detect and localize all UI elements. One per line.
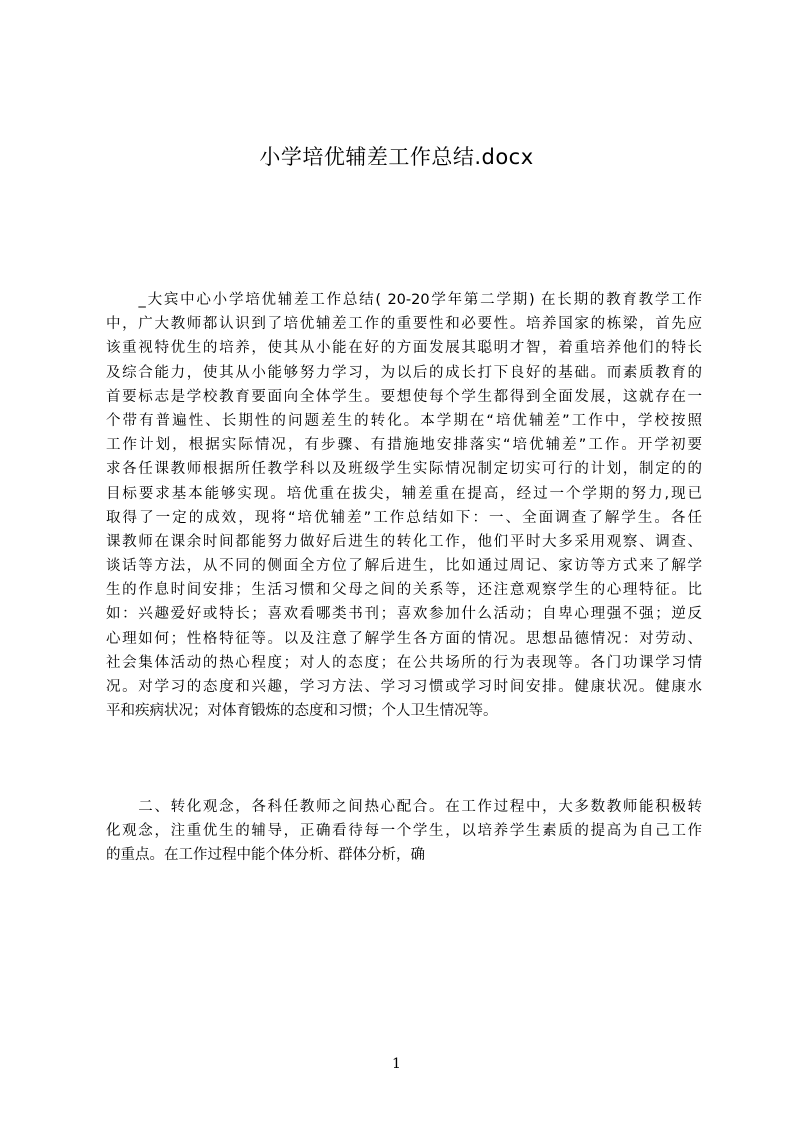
text-line: 谈话等方法，从不同的侧面全方位了解后进生，比如通过周记、家访等方式来了解学 [106,558,702,575]
text-line: 中，广大教师都认识到了培优辅差工作的重要性和必要性。培养国家的栋梁，首先应 [106,316,702,333]
paragraph-2 [106,795,702,868]
text-line: 取得了一定的成效，现将“培优辅差”工作总结如下：一、全面调查了解学生。各任 [106,509,702,526]
text-line: 工作计划，根据实际情况，有步骤、有措施地安排落实“培优辅差”工作。开学初要 [106,437,702,454]
text-line: 化观念，注重优生的辅导，正确看待每一个学生，以培养学生素质的提高为自己工作 [106,823,702,840]
text-line: 生的作息时间安排；生活习惯和父母之间的关系等，还注意观察学生的心理特征。比 [106,582,702,599]
text-line: _大宾中心小学培优辅差工作总结( 20-20学年第二学期) 在长期的教育教学工作 [106,292,702,308]
page-number: 1 [392,1056,401,1072]
document-title: 小学培优辅差工作总结.docx [259,145,534,169]
text-line: 社会集体活动的热心程度；对人的态度；在公共场所的行为表现等。各门功课学习情 [106,654,702,671]
text-line: 平和疾病状况；对体育锻炼的态度和习惯；个人卫生情况等。 [106,703,498,720]
paragraph-1 [106,288,702,723]
text-line: 个带有普遍性、长期性的问题差生的转化。本学期在“培优辅差”工作中，学校按照 [106,412,702,429]
text-line: 况。对学习的态度和兴趣，学习方法、学习习惯或学习时间安排。健康状况。健康水 [106,679,702,695]
text-line: 求各任课教师根据所任教学科以及班级学生实际情况制定切实可行的计划，制定的的 [106,461,702,478]
text-line: 的重点。在工作过程中能个体分析、群体分析，确 [106,847,425,864]
text-line: 如：兴趣爱好或特长；喜欢看哪类书刊；喜欢参加什么活动；自卑心理强不强；逆反 [106,606,702,623]
text-line: 心理如何；性格特征等。以及注意了解学生各方面的情况。思想品德情况：对劳动、 [106,630,702,647]
text-line: 目标要求基本能够实现。培优重在拔尖，辅差重在提高，经过一个学期的努力,现已 [106,485,702,502]
text-line: 二、转化观念，各科任教师之间热心配合。在工作过程中，大多数教师能积极转 [106,799,702,815]
text-line: 及综合能力，使其从小能够努力学习，为以后的成长打下良好的基础。而素质教育的 [106,364,702,381]
text-line: 首要标志是学校教育要面向全体学生。要想使每个学生都得到全面发展，这就存在一 [106,388,702,405]
text-line: 课教师在课余时间都能努力做好后进生的转化工作，他们平时大多采用观察、调查、 [106,533,702,550]
text-line: 该重视特优生的培养，使其从小能在好的方面发展其聪明才智，着重培养他们的特长 [106,340,702,357]
